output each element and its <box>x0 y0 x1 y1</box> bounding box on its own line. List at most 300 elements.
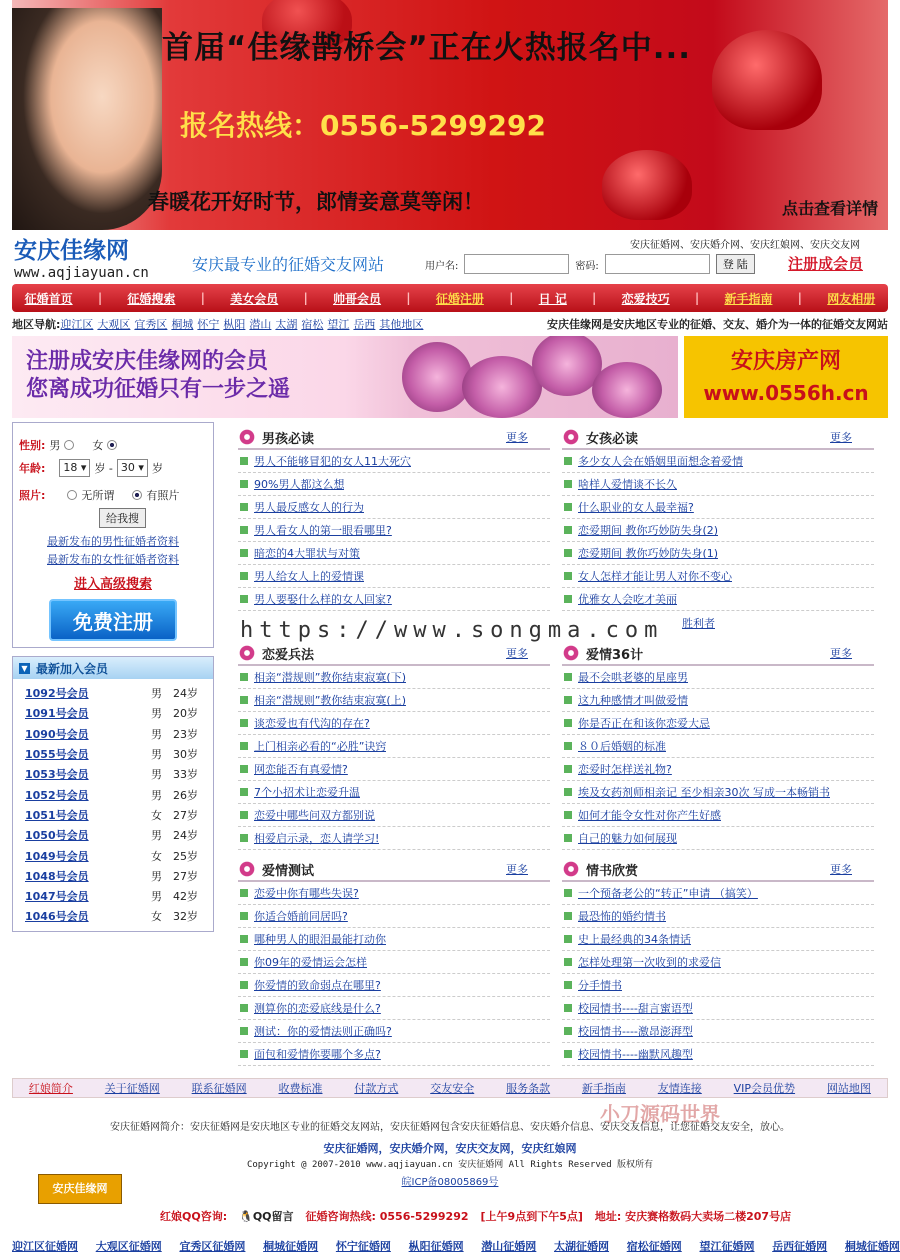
banner-slogan: 春暖花开好时节，郎情妾意莫等闲！ <box>148 190 484 214</box>
article-link[interactable]: 校园情书----激昂澎湃型 <box>578 1025 693 1038</box>
member-sex: 男 <box>151 768 162 782</box>
article-item[interactable] <box>238 496 550 519</box>
icp-link[interactable]: 皖ICP备08005869号 <box>401 1177 499 1188</box>
area-link[interactable]: 岳西 <box>353 318 376 331</box>
advanced-search-link[interactable]: 进入高级搜索 <box>73 577 152 592</box>
gender-row: 性别: 男 女 <box>19 437 117 453</box>
area-link[interactable]: 宿松 <box>301 318 324 331</box>
article-item[interactable] <box>562 712 874 735</box>
more-link[interactable]: 更多 <box>830 647 852 660</box>
article-box <box>562 426 874 634</box>
article-link[interactable]: 如何才能令女性对你产生好感 <box>578 809 721 822</box>
article-item[interactable] <box>238 666 550 689</box>
member-list <box>13 679 213 927</box>
article-item[interactable] <box>238 689 550 712</box>
watermark-text: 小刀源码世界 <box>600 1102 720 1126</box>
nav-tips[interactable]: 恋爱技巧 <box>621 291 670 306</box>
nav-register[interactable]: 征婚注册 <box>435 291 484 306</box>
article-item[interactable] <box>238 712 550 735</box>
article-link[interactable]: 史上最经典的34条情话 <box>578 933 691 946</box>
arrow-down-icon: ▼ <box>19 663 30 674</box>
area-link[interactable]: 大观区 <box>97 318 131 331</box>
heart-chocolate-image <box>712 30 822 130</box>
login-form <box>425 253 755 275</box>
footer-logo[interactable]: 安庆佳缘网 <box>38 1174 122 1204</box>
member-id[interactable]: 1049号会员 <box>25 849 89 863</box>
bullet-icon <box>240 480 248 488</box>
footer-nav <box>12 1078 888 1098</box>
area-links <box>60 316 427 332</box>
footer-link[interactable]: 网站地图 <box>826 1082 871 1095</box>
member-row[interactable] <box>25 906 213 926</box>
area-link[interactable]: 宜秀区 <box>134 318 168 331</box>
bullet-icon <box>564 696 572 704</box>
quick-search-panel <box>12 422 214 648</box>
article-item[interactable] <box>562 997 874 1020</box>
bullet-icon <box>240 1004 248 1012</box>
banner-title: 首届“佳缘鹊桥会”正在火热报名中... <box>162 30 692 66</box>
bullet-icon <box>240 981 248 989</box>
nav-album[interactable]: 网友相册 <box>827 291 876 306</box>
area-site-link[interactable]: 桐城征婚网 <box>263 1240 319 1253</box>
member-age: 25岁 <box>173 849 198 863</box>
article-item[interactable] <box>562 689 874 712</box>
more-link[interactable]: 更多 <box>506 647 528 660</box>
qq-message-link[interactable]: 🐧QQ留言 <box>239 1210 294 1223</box>
article-item[interactable] <box>238 565 550 588</box>
site-intro: 安庆征婚网简介：安庆征婚网是安庆地区专业的征婚交友网站，安庆征婚网包含安庆征婚信息、安庆婚介信息、安庆交友信息，让您征婚交友安全，放心。 <box>110 1122 790 1133</box>
heart-chocolate-image <box>602 150 692 220</box>
article-item[interactable] <box>562 666 874 689</box>
promo-text: 注册成安庆佳缘网的会员 您离成功征婚只有一步之遥 <box>26 349 291 402</box>
box-header <box>238 858 550 882</box>
bullet-icon <box>240 673 248 681</box>
article-item[interactable] <box>562 473 874 496</box>
gender-male-radio[interactable] <box>64 440 74 450</box>
member-id[interactable]: 1050号会员 <box>25 829 89 843</box>
box-header <box>562 426 874 450</box>
latest-male-link[interactable]: 最新发布的男性征婚者资料 <box>47 535 179 548</box>
more-link[interactable]: 更多 <box>506 431 528 444</box>
footer-link[interactable]: 联系征婚网 <box>191 1082 247 1095</box>
member-id[interactable]: 1055号会员 <box>25 748 89 762</box>
footer-link[interactable]: VIP会员优势 <box>733 1082 796 1095</box>
member-age: 24岁 <box>173 829 198 843</box>
bullet-icon <box>564 958 572 966</box>
article-item[interactable] <box>238 1043 550 1066</box>
box-title: 女孩必读 <box>586 431 639 447</box>
flower-icon <box>238 644 256 662</box>
article-link[interactable]: 恋爱中你有哪些失误? <box>254 887 359 900</box>
member-row[interactable] <box>25 825 213 845</box>
username-label: 用户名: <box>425 260 459 272</box>
article-link[interactable]: 男人要娶什么样的女人回家? <box>254 593 392 606</box>
watermark-text: https://www.songma.com <box>240 618 664 643</box>
article-link[interactable]: 自己的魅力如何展现 <box>578 832 677 845</box>
member-id[interactable]: 1052号会员 <box>25 788 89 802</box>
area-description: 安庆佳缘网是安庆地区专业的征婚、交友、婚介为一体的征婚交友网站 <box>547 318 888 331</box>
area-link[interactable]: 迎江区 <box>60 318 94 331</box>
bullet-icon <box>564 1004 572 1012</box>
article-link[interactable]: 埃及女药剂师相亲记 至少相亲30次 写成一本畅销书 <box>578 786 830 799</box>
latest-female-link[interactable]: 最新发布的女性征婚者资料 <box>47 553 179 566</box>
bullet-icon <box>564 834 572 842</box>
member-row[interactable] <box>25 764 213 784</box>
article-link[interactable]: 最不会哄老婆的星座男 <box>578 671 688 684</box>
article-item[interactable] <box>238 928 550 951</box>
article-item[interactable] <box>238 781 550 804</box>
rose-image <box>402 342 472 412</box>
article-box <box>562 642 874 850</box>
woman-photo <box>12 8 162 230</box>
article-item[interactable] <box>562 1020 874 1043</box>
photo-yes-radio[interactable] <box>132 490 142 500</box>
bullet-icon <box>240 526 248 534</box>
article-item[interactable] <box>562 781 874 804</box>
area-link[interactable]: 枞阳 <box>223 318 246 331</box>
member-sex: 男 <box>151 748 162 762</box>
article-link[interactable]: 你适合婚前同居吗? <box>254 910 348 923</box>
bullet-icon <box>240 549 248 557</box>
article-link[interactable]: 女人怎样才能让男人对你不变心 <box>578 570 732 583</box>
article-box <box>238 426 550 611</box>
area-nav <box>12 316 888 332</box>
footer-site-links[interactable]: 安庆征婚网，安庆婚介网，安庆交友网，安庆红娘网 <box>323 1142 577 1155</box>
article-item[interactable] <box>238 951 550 974</box>
photo-any-radio[interactable] <box>67 490 77 500</box>
member-id[interactable]: 1048号会员 <box>25 869 89 883</box>
article-link[interactable]: 哪种男人的眼泪最能打动你 <box>254 933 386 946</box>
member-id[interactable]: 1092号会员 <box>25 687 89 701</box>
footer-link[interactable]: 友情连接 <box>657 1082 702 1095</box>
member-row[interactable] <box>25 703 213 723</box>
member-age: 24岁 <box>173 687 198 701</box>
article-link[interactable]: 你爱情的致命弱点在哪里? <box>254 979 381 992</box>
member-id[interactable]: 1090号会员 <box>25 727 89 741</box>
more-link[interactable]: 更多 <box>830 431 852 444</box>
box-header <box>562 858 874 882</box>
article-box <box>562 858 874 1066</box>
area-link[interactable]: 其他地区 <box>379 318 424 331</box>
article-item[interactable] <box>238 974 550 997</box>
article-link[interactable]: 最恐怖的婚约情书 <box>578 910 666 923</box>
flower-icon <box>238 860 256 878</box>
contact-bar <box>160 1208 900 1224</box>
article-link[interactable]: 测算你的恋爱底线是什么? <box>254 1002 381 1015</box>
member-age: 26岁 <box>173 788 198 802</box>
article-link[interactable]: 男人看女人的第一眼看哪里? <box>254 524 392 537</box>
article-item[interactable] <box>562 1043 874 1066</box>
article-item[interactable] <box>238 758 550 781</box>
member-id[interactable]: 1053号会员 <box>25 768 89 782</box>
member-sex: 男 <box>151 890 162 904</box>
footer-link[interactable]: 关于征婚网 <box>104 1082 160 1095</box>
area-label: 地区导航: <box>12 318 61 331</box>
qq-label: 红娘QQ咨询: <box>160 1210 228 1223</box>
password-input[interactable] <box>605 254 710 274</box>
nav-female-members[interactable]: 美女会员 <box>230 291 279 306</box>
footer-link[interactable]: 新手指南 <box>581 1082 626 1095</box>
area-site-link[interactable]: 桐城征婚网 <box>844 1240 900 1253</box>
register-link[interactable]: 注册成会员 <box>788 255 864 273</box>
bullet-icon <box>240 742 248 750</box>
area-site-link[interactable]: 宜秀区征婚网 <box>179 1240 246 1253</box>
article-box <box>238 642 550 850</box>
search-button[interactable]: 给我搜 <box>99 508 146 528</box>
age-to-select[interactable]: 30 ▾ <box>117 459 148 477</box>
area-link[interactable]: 怀宁 <box>197 318 220 331</box>
box-title: 男孩必读 <box>262 431 315 447</box>
article-link[interactable]: 优雅女人会吃才美丽 <box>578 593 677 606</box>
article-item[interactable] <box>562 882 874 905</box>
photo-row: 照片: 无所谓 有照片 <box>19 489 180 502</box>
top-links[interactable]: 安庆征婚网、安庆婚介网、安庆红娘网、安庆交友网 <box>630 240 860 251</box>
bullet-icon <box>240 572 248 580</box>
article-item[interactable] <box>238 519 550 542</box>
article-item[interactable] <box>238 827 550 850</box>
article-item[interactable] <box>562 519 874 542</box>
article-item[interactable] <box>238 804 550 827</box>
footer-link[interactable]: 付款方式 <box>354 1082 399 1095</box>
member-age: 32岁 <box>173 910 198 924</box>
article-link[interactable]: 啥样人爱情谈不长久 <box>578 478 677 491</box>
bullet-icon <box>564 1027 572 1035</box>
new-members-header: ▼ 最新加入会员 <box>13 657 213 679</box>
hotline: 征婚咨询热线: 0556-5299292 <box>305 1210 469 1223</box>
article-link[interactable]: 你是否正在和该你恋爱大忌 <box>578 717 710 730</box>
article-link[interactable]: 这九种感情才叫做爱情 <box>578 694 688 707</box>
article-link[interactable]: ８０后婚姻的标准 <box>578 740 666 753</box>
article-link[interactable]: 分手情书 <box>578 979 622 992</box>
username-input[interactable] <box>464 254 569 274</box>
area-site-link[interactable]: 枞阳征婚网 <box>408 1240 464 1253</box>
article-item[interactable] <box>238 905 550 928</box>
article-item[interactable] <box>238 542 550 565</box>
article-link[interactable]: 校园情书----幽默风趣型 <box>578 1048 693 1061</box>
article-item[interactable] <box>562 735 874 758</box>
article-item[interactable] <box>562 758 874 781</box>
logo-text: 安庆佳缘网 <box>14 238 129 264</box>
nav-home[interactable]: 征婚首页 <box>24 291 73 306</box>
article-link[interactable]: 恋爱期间 教你巧妙防失身(2) <box>578 524 719 537</box>
member-row[interactable] <box>25 886 213 906</box>
bullet-icon <box>240 1050 248 1058</box>
member-row[interactable] <box>25 784 213 804</box>
logo-url: www.aqjiayuan.cn <box>14 265 149 281</box>
member-id[interactable]: 1091号会员 <box>25 707 89 721</box>
article-item[interactable] <box>562 804 874 827</box>
box-title: 情书欣赏 <box>586 863 639 879</box>
member-age: 33岁 <box>173 768 198 782</box>
flower-icon <box>562 860 580 878</box>
area-site-link[interactable]: 潜山征婚网 <box>481 1240 537 1253</box>
bullet-icon <box>564 765 572 773</box>
article-item[interactable] <box>238 588 550 611</box>
article-link[interactable]: 相爱启示录，恋人请学习! <box>254 832 380 845</box>
bullet-icon <box>564 719 572 727</box>
bullet-icon <box>564 480 572 488</box>
article-item[interactable] <box>562 450 874 473</box>
article-item[interactable] <box>562 827 874 850</box>
member-age: 27岁 <box>173 808 198 822</box>
area-link[interactable]: 望江 <box>327 318 350 331</box>
article-link[interactable]: 相亲“潜规则”教你结束寂寞(下) <box>254 671 406 684</box>
more-link[interactable]: 更多 <box>830 863 852 876</box>
article-link[interactable]: 面包和爱情你要哪个多点? <box>254 1048 381 1061</box>
article-link[interactable]: 什么职业的女人最幸福? <box>578 501 694 514</box>
member-row[interactable] <box>25 866 213 886</box>
bullet-icon <box>240 958 248 966</box>
member-age: 30岁 <box>173 748 198 762</box>
more-link[interactable]: 更多 <box>506 863 528 876</box>
article-link[interactable]: 你09年的爱情运会怎样 <box>254 956 367 969</box>
article-item[interactable] <box>562 951 874 974</box>
register-promo-ad[interactable] <box>12 336 678 418</box>
bullet-icon <box>240 834 248 842</box>
member-sex: 男 <box>151 788 162 802</box>
bullet-icon <box>564 811 572 819</box>
article-link[interactable]: 恋爱时怎样送礼物? <box>578 763 672 776</box>
article-item[interactable] <box>238 997 550 1020</box>
member-sex: 男 <box>151 829 162 843</box>
article-link[interactable]: 男人不能够冒犯的女人11大死穴 <box>254 455 411 468</box>
article-link[interactable]: 恋爱中哪些问双方都别说 <box>254 809 375 822</box>
member-age: 27岁 <box>173 869 198 883</box>
article-item[interactable] <box>562 611 874 634</box>
article-link[interactable]: 恋爱期间 教你巧妙防失身(1) <box>578 547 719 560</box>
footer-link[interactable]: 服务条款 <box>506 1082 551 1095</box>
bullet-icon <box>564 673 572 681</box>
member-id[interactable]: 1051号会员 <box>25 808 89 822</box>
rose-image <box>592 362 662 418</box>
article-item[interactable] <box>562 565 874 588</box>
top-banner[interactable] <box>12 0 888 230</box>
new-members-panel <box>12 656 214 932</box>
member-row[interactable] <box>25 845 213 865</box>
article-item[interactable] <box>562 974 874 997</box>
footer-link[interactable]: 交友安全 <box>430 1082 475 1095</box>
article-link[interactable]: 谈恋爱也有代沟的存在? <box>254 717 370 730</box>
article-item[interactable] <box>562 905 874 928</box>
article-link[interactable]: 测试：你的爱情法则正确吗? <box>254 1025 392 1038</box>
member-row[interactable] <box>25 805 213 825</box>
article-link[interactable]: 胜利者 <box>682 616 715 630</box>
house-ad-url: www.0556h.cn <box>703 381 869 405</box>
area-link[interactable]: 潜山 <box>249 318 272 331</box>
nav-diary[interactable]: 日 记 <box>538 291 567 306</box>
nav-guide[interactable]: 新手指南 <box>724 291 773 306</box>
member-row[interactable] <box>25 744 213 764</box>
member-sex: 男 <box>151 869 162 883</box>
article-link[interactable]: 多少女人会在婚姻里面想念着爱情 <box>578 455 743 468</box>
area-site-link[interactable]: 太湖征婚网 <box>554 1240 610 1253</box>
bullet-icon <box>240 457 248 465</box>
area-site-link[interactable]: 怀宁征婚网 <box>335 1240 391 1253</box>
bullet-icon <box>240 696 248 704</box>
member-sex: 女 <box>151 808 162 822</box>
site-logo[interactable] <box>14 232 184 281</box>
member-row[interactable] <box>25 683 213 703</box>
address: 地址: 安庆赛格数码大卖场二楼207号店 <box>594 1210 792 1223</box>
member-id[interactable]: 1046号会员 <box>25 910 89 924</box>
bullet-icon <box>240 595 248 603</box>
area-site-link[interactable]: 迎江区征婚网 <box>12 1240 78 1253</box>
bullet-icon <box>240 912 248 920</box>
area-site-link[interactable]: 望江征婚网 <box>699 1240 755 1253</box>
article-item[interactable] <box>238 473 550 496</box>
area-site-link[interactable]: 岳西征婚网 <box>772 1240 828 1253</box>
footer-link[interactable]: 红娘简介 <box>28 1082 73 1095</box>
bullet-icon <box>240 503 248 511</box>
article-link[interactable]: 怎样处理第一次收到的求爱信 <box>578 956 721 969</box>
bullet-icon <box>564 981 572 989</box>
site-slogan: 安庆最专业的征婚交友网站 <box>192 255 385 274</box>
member-sex: 男 <box>151 687 162 701</box>
article-link[interactable]: 男人给女人上的爱情课 <box>254 570 364 583</box>
article-link[interactable]: 暗恋的4大罪状与对策 <box>254 547 360 560</box>
area-site-link[interactable]: 大观区征婚网 <box>95 1240 162 1253</box>
banner-detail-link[interactable]: 点击查看详情 <box>781 199 878 218</box>
member-sex: 女 <box>151 910 162 924</box>
flower-icon <box>562 428 580 446</box>
service-hours: [上午9点到下午5点] <box>480 1210 583 1223</box>
article-item[interactable] <box>238 450 550 473</box>
article-item[interactable] <box>562 496 874 519</box>
area-link[interactable]: 桐城 <box>171 318 194 331</box>
area-site-link[interactable]: 宿松征婚网 <box>626 1240 682 1253</box>
article-link[interactable]: 相亲“潜规则”教你结束寂寞(上) <box>254 694 406 707</box>
article-link[interactable]: 上门相亲必看的“必胜”诀窍 <box>254 740 387 753</box>
member-age: 42岁 <box>173 890 198 904</box>
flower-icon <box>562 644 580 662</box>
free-register-button[interactable]: 免费注册 <box>49 599 177 641</box>
house-ad[interactable] <box>684 336 888 418</box>
article-link[interactable]: 7个小招术让恋爱升温 <box>254 786 360 799</box>
article-item[interactable] <box>238 735 550 758</box>
nav-male-members[interactable]: 帅哥会员 <box>333 291 382 306</box>
flower-icon <box>238 428 256 446</box>
article-item[interactable] <box>562 928 874 951</box>
bullet-icon <box>240 765 248 773</box>
member-age: 23岁 <box>173 727 198 741</box>
gender-female-radio[interactable] <box>107 440 117 450</box>
footer-link[interactable]: 收费标准 <box>278 1082 323 1095</box>
member-id[interactable]: 1047号会员 <box>25 890 89 904</box>
age-from-select[interactable]: 18 ▾ <box>59 459 90 477</box>
bullet-icon <box>240 788 248 796</box>
member-sex: 男 <box>151 707 162 721</box>
nav-search[interactable]: 征婚搜索 <box>127 291 176 306</box>
bullet-icon <box>564 503 572 511</box>
article-link[interactable]: 校园情书----甜言蜜语型 <box>578 1002 693 1015</box>
article-link[interactable]: 网恋能否有真爱情? <box>254 763 348 776</box>
article-link[interactable]: 男人最反感女人的行为 <box>254 501 364 514</box>
login-button[interactable]: 登 陆 <box>716 254 755 274</box>
article-item[interactable] <box>238 1020 550 1043</box>
article-item[interactable] <box>238 882 550 905</box>
article-item[interactable] <box>562 542 874 565</box>
area-link[interactable]: 太湖 <box>275 318 298 331</box>
article-link[interactable]: 一个预备老公的“转正”申请 （搞笑） <box>578 887 758 900</box>
box-title: 爱情36计 <box>586 647 644 663</box>
bullet-icon <box>564 572 572 580</box>
member-row[interactable] <box>25 724 213 744</box>
article-item[interactable] <box>562 588 874 611</box>
article-link[interactable]: 90%男人都这么想 <box>254 478 345 491</box>
rose-image <box>462 356 542 418</box>
bullet-icon <box>240 719 248 727</box>
box-header <box>238 642 550 666</box>
